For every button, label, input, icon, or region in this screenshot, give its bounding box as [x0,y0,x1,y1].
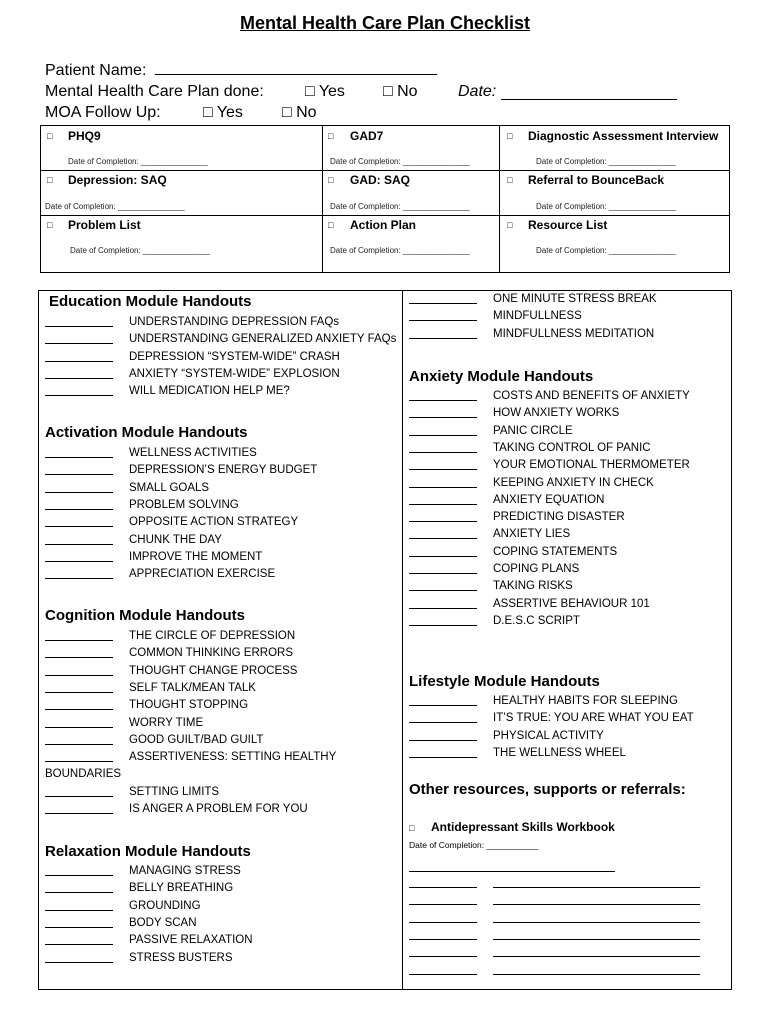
date-field[interactable] [501,85,677,100]
anxiety-blank[interactable] [409,578,477,591]
problem-list-date[interactable]: Date of Completion: _______________ [70,246,210,255]
education-heading: Education Module Handouts [49,293,252,310]
anxiety-label: YOUR EMOTIONAL THERMOMETER [493,459,690,472]
depression-saq-checkbox[interactable]: □ [47,175,53,185]
anxiety-blank[interactable] [409,526,477,539]
right-top-item [409,291,657,308]
assessment-problem-list [41,216,322,272]
cognition-item [45,680,256,697]
anxiety-blank[interactable] [409,613,477,626]
cognition-item [45,732,264,749]
other-entry-line[interactable] [493,921,700,923]
assessment-grid [40,125,730,273]
other-blank[interactable] [409,973,477,975]
activation-blank[interactable] [45,462,113,475]
gad-saq-date[interactable]: Date of Completion: _______________ [330,202,470,211]
assessment-diagnostic [499,126,729,170]
cognition-blank[interactable] [45,801,113,814]
activation-label: SMALL GOALS [129,481,210,494]
education-blank[interactable] [45,331,113,344]
activation-label: APPRECIATION EXERCISE [129,568,276,581]
cognition-label: THOUGHT STOPPING [129,699,249,712]
other-line-1[interactable] [409,870,615,872]
anxiety-item [409,457,690,474]
other-blank[interactable] [409,955,477,957]
cognition-heading: Cognition Module Handouts [45,607,245,624]
gad-saq-label: GAD: SAQ [350,173,410,187]
cognition-blank[interactable] [45,645,113,658]
anxiety-item [409,578,573,595]
relaxation-label: MANAGING STRESS [129,865,241,877]
other-entry-line[interactable] [493,886,700,888]
depression-saq-label: Depression: SAQ [68,173,167,187]
anxiety-blank[interactable] [409,596,477,609]
activation-label: DEPRESSION’S ENERGY BUDGET [129,464,318,477]
phq9-checkbox[interactable]: □ [47,131,53,141]
action-plan-date[interactable]: Date of Completion: _______________ [330,246,470,255]
activation-item [45,549,263,566]
cognition-item [45,784,220,801]
anxiety-label: ASSERTIVE BEHAVIOUR 101 [493,597,650,610]
cognition-label: THOUGHT CHANGE PROCESS [129,664,298,677]
date-label: Date: [458,83,497,100]
plan-done-label: Mental Health Care Plan done: [45,83,264,100]
cognition-wrap-text: BOUNDARIES [45,768,122,780]
patient-name-field[interactable] [155,60,437,75]
anxiety-label: TAKING RISKS [493,580,573,593]
moa-yes-checkbox[interactable]: □ Yes [203,104,243,121]
action-plan-checkbox[interactable]: □ [328,220,334,230]
anxiety-blank[interactable] [409,423,477,436]
relaxation-item [45,880,234,897]
assessment-depression-saq [41,171,322,215]
anxiety-blank[interactable] [409,492,477,505]
relaxation-item [45,898,201,915]
lifestyle-blank[interactable] [409,728,477,741]
cognition-blank[interactable] [45,749,113,762]
cognition-blank[interactable] [45,628,113,641]
cognition-label: GOOD GUILT/BAD GUILT [129,733,264,746]
workbook-row [409,820,615,834]
diagnostic-date[interactable]: Date of Completion: _______________ [536,157,676,166]
assessment-action-plan [322,216,499,272]
problem-list-checkbox[interactable]: □ [47,220,53,230]
cognition-item [45,645,293,662]
assessment-resource-list [499,216,729,272]
activation-blank[interactable] [45,532,113,545]
page-title: Mental Health Care Plan Checklist [239,13,531,33]
activation-item [45,514,299,531]
anxiety-label: D.E.S.C SCRIPT [493,614,580,627]
bounceback-date[interactable]: Date of Completion: _______________ [536,202,676,211]
workbook-date[interactable]: Date of Completion: ___________ [409,840,539,850]
cognition-blank[interactable] [45,697,113,710]
anxiety-item [409,475,654,492]
depression-saq-date[interactable]: Date of Completion: _______________ [45,202,185,211]
activation-blank[interactable] [45,566,113,579]
relaxation-item [45,915,197,932]
anxiety-label: TAKING CONTROL OF PANIC [493,441,651,454]
anxiety-blank[interactable] [409,509,477,522]
anxiety-label: COSTS AND BENEFITS OF ANXIETY [493,390,690,402]
activation-item [45,462,318,479]
cognition-label: ASSERTIVENESS: SETTING HEALTHY [129,751,337,764]
phq9-label: PHQ9 [68,129,101,143]
anxiety-blank[interactable] [409,440,477,453]
cognition-blank[interactable] [45,784,113,797]
activation-item [45,566,276,583]
plan-yes-checkbox[interactable]: □ Yes [305,83,345,100]
workbook-checkbox[interactable]: □ [409,823,415,833]
lifestyle-label: PHYSICAL ACTIVITY [493,729,604,742]
anxiety-blank[interactable] [409,475,477,488]
right-top-label: MINDFULLNESS MEDITATION [493,327,655,340]
anxiety-blank[interactable] [409,544,477,557]
cognition-label: COMMON THINKING ERRORS [129,647,293,660]
action-plan-label: Action Plan [350,218,417,232]
relaxation-item [45,932,253,949]
activation-blank[interactable] [45,480,113,493]
relaxation-blank[interactable] [45,898,113,911]
assessment-bounceback [499,171,729,215]
resource-list-date[interactable]: Date of Completion: _______________ [536,246,676,255]
right-top-blank[interactable] [409,308,477,321]
moa-no-checkbox[interactable]: □ No [282,104,317,121]
relaxation-label: GROUNDING [129,899,201,912]
lifestyle-label: HEALTHY HABITS FOR SLEEPING [493,695,678,707]
activation-label: OPPOSITE ACTION STRATEGY [129,516,299,529]
bounceback-label: Referral to BounceBack [528,173,665,187]
cognition-blank[interactable] [45,663,113,676]
anxiety-item [409,440,651,457]
assessment-gad-saq [322,171,499,215]
relaxation-label: BODY SCAN [129,916,197,929]
anxiety-label: HOW ANXIETY WORKS [493,407,620,420]
activation-blank[interactable] [45,514,113,527]
anxiety-item [409,423,573,440]
relaxation-blank[interactable] [45,932,113,945]
anxiety-label: ANXIETY LIES [493,528,571,541]
plan-done-row [45,83,497,101]
activation-label: WELLNESS ACTIVITIES [129,447,257,459]
right-top-item [409,326,655,343]
anxiety-label: COPING STATEMENTS [493,545,618,558]
anxiety-heading: Anxiety Module Handouts [409,368,594,385]
education-item [45,349,340,366]
cognition-item [45,801,308,818]
diagnostic-label: Diagnostic Assessment Interview [528,129,719,143]
activation-blank[interactable] [45,497,113,510]
moa-row [45,104,317,122]
right-top-blank[interactable] [409,291,477,304]
cognition-label: SETTING LIMITS [129,786,220,798]
other-entry-line[interactable] [493,938,700,940]
plan-no-checkbox[interactable]: □ No [383,83,418,100]
right-top-label: ONE MINUTE STRESS BREAK [493,293,657,305]
right-top-blank[interactable] [409,326,477,339]
education-item [45,383,290,400]
lifestyle-blank[interactable] [409,745,477,758]
anxiety-blank[interactable] [409,457,477,470]
other-entry-line[interactable] [493,903,700,905]
cognition-label: THE CIRCLE OF DEPRESSION [129,630,296,642]
other-blank[interactable] [409,903,477,905]
education-label: UNDERSTANDING DEPRESSION FAQs [129,316,340,328]
cognition-item [45,749,337,766]
lifestyle-label: IT’S TRUE: YOU ARE WHAT YOU EAT [493,712,694,725]
lifestyle-blank[interactable] [409,693,477,706]
cognition-label: SELF TALK/MEAN TALK [129,681,256,694]
bounceback-checkbox[interactable]: □ [507,175,513,185]
lifestyle-item [409,728,604,745]
anxiety-item [409,561,580,578]
lifestyle-blank[interactable] [409,710,477,723]
anxiety-blank[interactable] [409,388,477,401]
gad7-date[interactable]: Date of Completion: _______________ [330,157,470,166]
anxiety-item [409,388,690,405]
cognition-item [45,663,298,680]
cognition-item [45,715,204,732]
gad-saq-checkbox[interactable]: □ [328,175,334,185]
activation-item [45,480,210,497]
anxiety-label: ANXIETY EQUATION [493,493,605,506]
education-label: UNDERSTANDING GENERALIZED ANXIETY FAQs [129,333,397,346]
cognition-label: IS ANGER A PROBLEM FOR YOU [129,803,308,816]
relaxation-blank[interactable] [45,880,113,893]
relaxation-blank[interactable] [45,915,113,928]
anxiety-label: PANIC CIRCLE [493,424,573,437]
cognition-label: WORRY TIME [129,716,204,729]
relaxation-blank[interactable] [45,950,113,963]
resource-list-checkbox[interactable]: □ [507,220,513,230]
gad7-label: GAD7 [350,129,384,143]
other-entry-line[interactable] [493,973,700,975]
education-blank[interactable] [45,314,113,327]
relaxation-blank[interactable] [45,863,113,876]
phq9-date[interactable]: Date of Completion: _______________ [68,157,208,166]
moa-label: MOA Follow Up: [45,104,161,121]
anxiety-label: PREDICTING DISASTER [493,511,625,524]
education-label: DEPRESSION “SYSTEM-WIDE” CRASH [129,350,340,363]
assessment-gad7 [322,126,499,170]
patient-name-label: Patient Name: [45,62,147,79]
relaxation-label: PASSIVE RELAXATION [129,934,253,947]
other-resources-heading: Other resources, supports or referrals: [409,781,686,798]
patient-name-row [45,60,437,80]
other-blank[interactable] [409,886,477,888]
problem-list-label: Problem List [68,218,141,232]
right-top-label: MINDFULLNESS [493,310,582,323]
other-entry-line[interactable] [493,955,700,957]
activation-item [45,497,239,514]
relaxation-label: BELLY BREATHING [129,882,234,895]
activation-blank[interactable] [45,549,113,562]
relaxation-item [45,863,241,880]
anxiety-item [409,526,571,543]
anxiety-item [409,613,580,630]
activation-item [45,532,222,549]
other-blank[interactable] [409,921,477,923]
cognition-blank[interactable] [45,680,113,693]
education-label: ANXIETY “SYSTEM-WIDE” EXPLOSION [129,367,340,380]
anxiety-item [409,492,605,509]
anxiety-label: COPING PLANS [493,563,580,575]
right-top-item [409,308,582,325]
education-item [45,331,397,348]
activation-label: PROBLEM SOLVING [129,498,239,511]
diagnostic-checkbox[interactable]: □ [507,131,513,141]
anxiety-item [409,405,620,422]
anxiety-item [409,596,650,613]
workbook-label: Antidepressant Skills Workbook [431,820,615,834]
lifestyle-item [409,693,678,710]
resource-list-label: Resource List [528,218,608,232]
activation-heading: Activation Module Handouts [45,424,248,441]
education-blank[interactable] [45,366,113,379]
cognition-blank[interactable] [45,732,113,745]
gad7-checkbox[interactable]: □ [328,131,334,141]
lifestyle-item [409,745,626,762]
activation-label: IMPROVE THE MOMENT [129,550,263,563]
cognition-blank[interactable] [45,715,113,728]
education-label: WILL MEDICATION HELP ME? [129,385,290,398]
education-blank[interactable] [45,349,113,362]
cognition-item [45,628,296,645]
activation-label: CHUNK THE DAY [129,533,222,546]
activation-item [45,445,257,462]
anxiety-item [409,509,625,526]
relaxation-heading: Relaxation Module Handouts [45,843,251,860]
assessment-phq9 [41,126,322,170]
lifestyle-heading: Lifestyle Module Handouts [409,673,600,690]
anxiety-item [409,544,618,561]
anxiety-blank[interactable] [409,405,477,418]
relaxation-label: STRESS BUSTERS [129,951,233,964]
anxiety-label: KEEPING ANXIETY IN CHECK [493,476,654,489]
lifestyle-label: THE WELLNESS WHEEL [493,746,626,759]
education-blank[interactable] [45,383,113,396]
education-item [45,366,340,383]
education-item [45,314,340,331]
activation-blank[interactable] [45,445,113,458]
panel-divider [402,290,403,990]
lifestyle-item [409,710,694,727]
cognition-item [45,697,249,714]
other-blank[interactable] [409,938,477,940]
anxiety-blank[interactable] [409,561,477,574]
relaxation-item [45,950,233,967]
